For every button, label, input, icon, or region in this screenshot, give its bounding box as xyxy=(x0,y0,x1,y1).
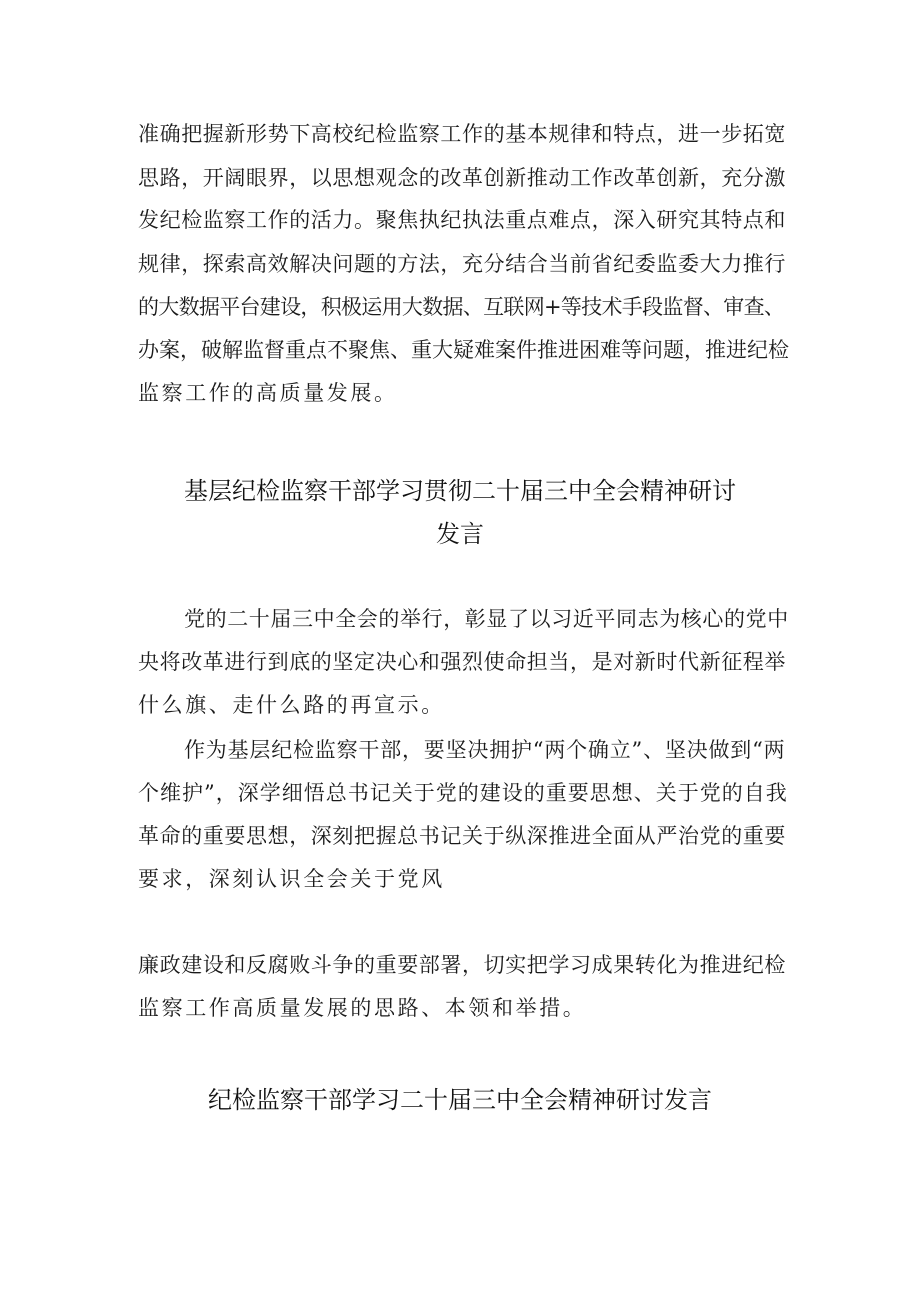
paragraph-line: 廉政建设和反腐败斗争的重要部署，切实把学习成果转化为推进纪检 xyxy=(138,953,786,977)
paragraph-line: 央将改革进行到底的坚定决心和强烈使命担当，是对新时代新征程举 xyxy=(138,650,786,674)
paragraph-line: 办案，破解监督重点不聚焦、重大疑难案件推进困难等问题，推进纪检 xyxy=(138,338,789,362)
paragraph-line: 规律，探索高效解决问题的方法，充分结合当前省纪委监委大力推行 xyxy=(138,252,786,276)
paragraph-line: 的大数据平台建设，积极运用大数据、互联网+等技术手段监督、审查、 xyxy=(138,295,785,319)
paragraph-line: 思路，开阔眼界，以思想观念的改革创新推动工作改革创新，充分激 xyxy=(138,166,786,190)
paragraph-line: 什么旗、走什么路的再宣示。 xyxy=(138,693,445,717)
paragraph-line: 要求，深刻认识全会关于党风 xyxy=(138,867,445,891)
paragraph-line: 监察工作的高质量发展。 xyxy=(138,381,398,405)
paragraph-line: 作为基层纪检监察干部，要坚决拥护“两个确立”、坚决做到“两 xyxy=(184,738,786,762)
paragraph-line: 个维护”，深学细悟总书记关于党的建设的重要思想、关于党的自我 xyxy=(138,781,788,805)
paragraph-line: 革命的重要思想，深刻把握总书记关于纵深推进全面从严治党的重要 xyxy=(138,824,786,848)
paragraph-line: 党的二十届三中全会的举行，彰显了以习近平同志为核心的党中 xyxy=(184,607,789,631)
heading-line: 基层纪检监察干部学习贯彻二十届三中全会精神研讨 xyxy=(184,477,736,505)
paragraph-line: 发纪检监察工作的活力。聚焦执纪执法重点难点，深入研究其特点和 xyxy=(138,208,786,232)
paragraph-line: 监察工作高质量发展的思路、本领和举措。 xyxy=(138,996,587,1020)
section-heading-2: 纪检监察干部学习二十届三中全会精神研讨发言 xyxy=(208,1086,712,1114)
heading-line: 发言 xyxy=(436,520,484,548)
paragraph-line: 准确把握新形势下高校纪检监察工作的基本规律和特点，进一步拓宽 xyxy=(138,122,786,146)
